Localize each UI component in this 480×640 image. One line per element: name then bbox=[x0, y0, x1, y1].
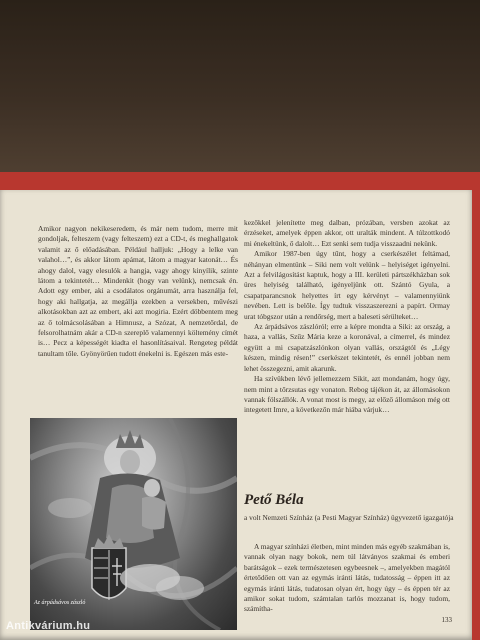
left-paragraph: Amikor nagyon nekikeseredem, és már nem tudom, merre mit gondoljak, felteszem (vagy felteszem) ezt a CD-t, és meghallgatok valamit az ő előadásában. Például halljuk: „Hogy a lelke van valahol…”, és akkor látom apámat, látom a magyar katonát… És ahogy dalol, vagy elesulók a hangja, vagy ahogy kinyílik, szinte látom a tekintetét… Mindenkit (hogy van velünk), nemcsak én. Adott egy ember, aki a csodálatos orgánumát, arra használja fel, hogy aki hallgatja, az megállja ezekben a versekben, művészi alkotásokban azt az embert, aki azt mogiria. Ezért döbbentem meg az ő tolmácsolásában a Himnusz, a Szózat, A nemzetőrdal, de felsorolhatnám akár a CD-n szereplő valamennyi költemény címét is… Pecz a képességét kiadta el hasonlításaival. Rengeteg példát tanultam tőle. Gyönyörűen tudott énekelni is. Egészen más este- bbox=[38, 224, 238, 358]
flag-illustration bbox=[30, 418, 237, 630]
right-paragraph-1: kezőkkel jelenítette meg dalban, prózában, versben azokat az érzéseket, amelyek éppen akkor, ott uralták mindent. A túlzottkodó mi énekeltünk, ő dalolt… Ezt senki sem tudja visszaadni nekünk. bbox=[244, 218, 450, 248]
right-text-column bbox=[244, 218, 450, 416]
book-page bbox=[0, 190, 472, 640]
section-subtitle: a volt Nemzeti Színház (a Pesti Magyar Színház) ügyvezető igazgatója bbox=[244, 513, 454, 522]
section-paragraph: A magyar színházi életben, mint minden más egyéb szakmában is, vannak olyan nagy bokok, nem túl látványos szakmai és emberi barátságok – ezek természetesen egybeesnek –, amelyekben magától értetődően ott van az egymás iránti látás, tudatosság – éppen itt az egymás iránti látás, tudatosan olyan ért, hogy úgy – és éppen tér az amikor sokat tudom, számtalan tarlós mozzanat is, hogy tudom, számítha- bbox=[244, 542, 450, 614]
left-text-column bbox=[38, 224, 238, 359]
right-paragraph-4: Ha szívükben lévő jellemezzem Sikit, azt mondanám, hogy úgy, nem mint a tőrzsutas egy vonaton. Rebog tájékon át, az állomásokon vannak fölszállók. A vonat most is megy, az előző állomáson még ott integetett Imre, a következőn már hiába várjuk… bbox=[244, 374, 450, 415]
right-paragraph-3: Az árpádsávos zászlóról; erre a képre mondta a Siki: az ország, a haza, a vallás, Szűz Mária keze a koronával, a címerrel, és mindez együtt a mi csapatzászlónkon olyan vallás, országtól és „Légy készen, mindig résen!” cserkészet tekintetét, és ennél jobban nem lehet összegezni, amit akarunk. bbox=[244, 322, 450, 373]
background-surface bbox=[0, 0, 480, 200]
page-number: 133 bbox=[441, 616, 452, 624]
section-title: Pető Béla bbox=[244, 492, 304, 508]
right-paragraph-2: Amikor 1987-ben úgy tűnt, hogy a cserkészélet feltámad, néhányan elmentünk – Siki nem volt velünk – helyiséget igényelni. Azt a felvilágosítást kaptuk, hogy a III. kerületi pártszékházban sok üres helyiség található, igényeljünk ott. Szántó Gyula, a csapatparancsnok helyettes írt egy kérvényt – valamennyiünk nevében. Lett is belőle. Így tudtuk visszaszerezni a papírt. Ormay urat tóbgszor után a rendőrség, mert a baleseti sérülteket… bbox=[244, 249, 450, 321]
photo-caption: Az árpádsávos zászló bbox=[34, 600, 86, 606]
flag-photo bbox=[30, 418, 237, 630]
section-body bbox=[244, 542, 450, 615]
watermark: Antikvárium.hu bbox=[6, 620, 91, 632]
